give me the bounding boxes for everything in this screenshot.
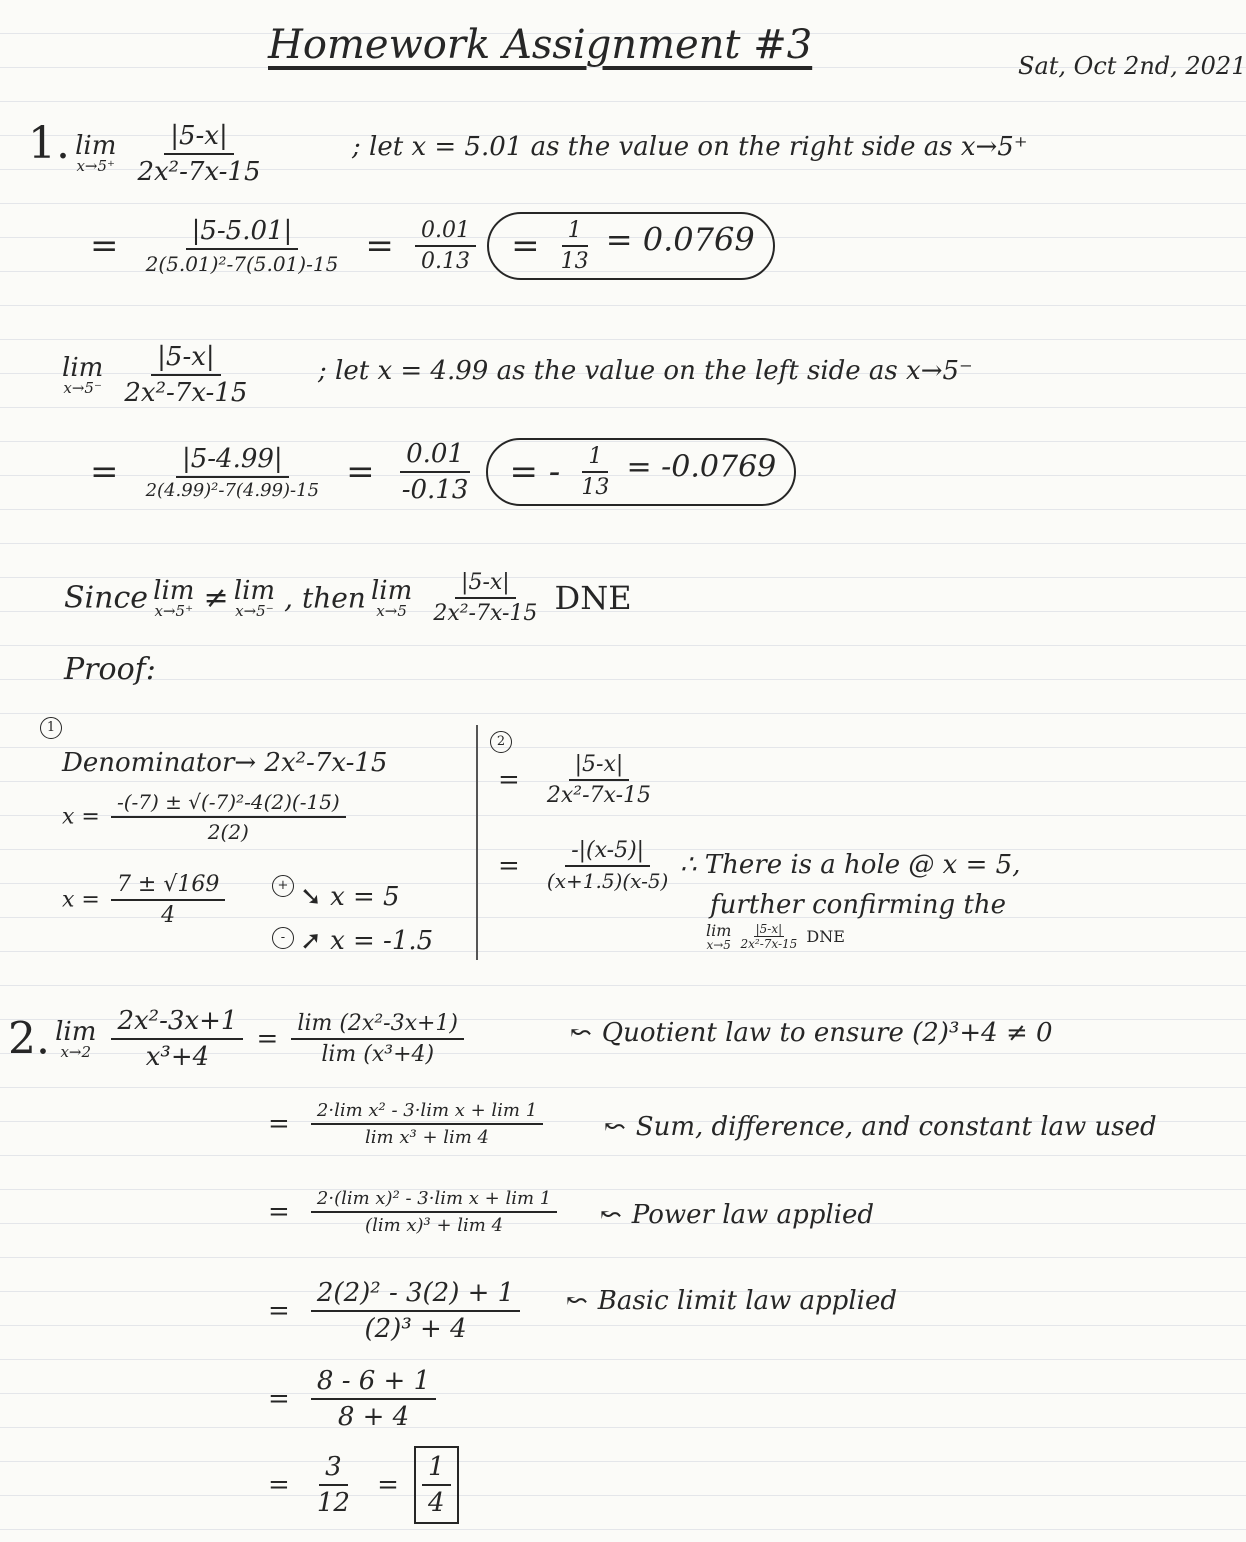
- note-sum-difference-law: ↜ Sum, difference, and constant law used: [604, 1112, 1157, 1142]
- right-result-oval: = $\frac{1}{13}$ = 0.0769: [487, 212, 775, 280]
- question-1-left-limit: [62, 342, 259, 408]
- limit-expression: $\frac{|5-x|}{\text{2x²-7x-15}}$: [433, 570, 538, 626]
- sum-difference-step: = $\frac{\text{2·lim x² - 3·lim x + lim 1}}{\text{lim x³ + lim 4}}$: [258, 1100, 549, 1148]
- proof-label: Proof:: [64, 652, 156, 687]
- step-2-expression: = $\frac{|5-x|}{\text{2x²-7x-15}}$: [498, 752, 651, 808]
- lim-operator: lim x→2: [55, 1016, 97, 1061]
- final-step: = $\frac{3}{12}$ = $\frac{1}{4}$: [258, 1446, 459, 1524]
- lim-operator: lim x→5: [370, 575, 413, 620]
- lim-operator: lim x→5⁺: [75, 131, 117, 175]
- question-1-right-limit: [28, 118, 273, 187]
- root-minus: ➚ x = -1.5: [300, 926, 434, 956]
- substituted-fraction: $\frac{|5-5.01|}{\text{2(5.01)²-7(5.01)-15}}$: [145, 216, 339, 276]
- limit-expression: $\frac{\text{2x²-3x+1}}{\text{x³+4}}$: [111, 1006, 243, 1072]
- right-result: = 0.0769: [605, 220, 755, 259]
- note-power-law: ↜ Power law applied: [600, 1200, 875, 1230]
- lim-operator: lim x→5⁻: [233, 575, 276, 620]
- power-law-step: = $\frac{\text{2·(lim x)² - 3·lim x + lim 1}}{\text{(lim x)³ + lim 4}}$: [258, 1188, 563, 1236]
- plus-marker: +: [272, 874, 294, 897]
- step-2-marker: 2: [490, 730, 512, 753]
- note-left-side: ; let x = 4.99 as the value on the left side as x→5⁻: [318, 356, 973, 386]
- minus-marker: -: [272, 926, 294, 949]
- conclusion-limit: lim x→5 $\frac{|5-x|}{\text{2x²-7x-15}}$ DNE: [706, 920, 845, 952]
- question-number: 2.: [8, 1013, 50, 1065]
- lim-operator: lim x→5⁺: [153, 575, 195, 620]
- limit-expression: $\frac{|5-x|}{\text{2x²-7x-15}}$: [137, 120, 261, 187]
- quotient-law-step: $\frac{\text{lim (2x²-3x+1)}}{\text{lim (x³+4)}}$: [291, 1011, 464, 1067]
- question-number: 1.: [28, 118, 70, 169]
- value-fraction: $\frac{0.01}{0.13}$: [415, 218, 476, 274]
- basic-limit-step: = $\frac{\text{2(2)² - 3(2) + 1}}{\text{(2)³ + 4}}$: [258, 1278, 526, 1344]
- confirming-text: further confirming the: [710, 890, 1007, 920]
- note-right-side: ; let x = 5.01 as the value on the right side as x→5⁺: [352, 132, 1028, 162]
- lim-operator: lim x→5⁻: [62, 352, 104, 397]
- root-plus: ➘ x = 5: [300, 882, 400, 912]
- page-title: Homework Assignment #3: [268, 22, 813, 68]
- quadratic-roots: x = $\frac{7 \pm √169}{4}$: [62, 872, 231, 928]
- value-fraction: $\frac{0.01}{-0.13}$: [401, 439, 469, 505]
- step-2-factored: = $\frac{-|(x-5)|}{(x+1.5)(x-5)}$: [498, 838, 669, 893]
- dne-label: DNE: [554, 579, 632, 617]
- since-statement: Since lim x→5⁺ ≠ lim x→5⁻ , then lim x→5 $\frac{|5-x|}{\text{2x²-7x-15}}$ DNE: [64, 570, 632, 626]
- left-evaluation: = $\frac{|5-4.99|}{\text{2(4.99)²-7(4.99)-15}}$ = $\frac{0.01}{-0.13}$ = - $\frac{1}{13}$ = -0.0769: [80, 438, 796, 506]
- step-1-marker: 1: [40, 716, 62, 739]
- note-quotient-law: ↜ Quotient law to ensure (2)³+4 ≠ 0: [570, 1018, 1053, 1048]
- hole-conclusion: ∴ There is a hole @ x = 5,: [680, 850, 1021, 880]
- limit-expression: $\frac{|5-x|}{\text{2x²-7x-15}}$: [124, 342, 248, 408]
- proof-divider: [476, 725, 478, 960]
- note-basic-limit-law: ↜ Basic limit law applied: [566, 1286, 897, 1316]
- left-result: = -0.0769: [626, 449, 777, 485]
- answer-box: $\frac{1}{4}$: [414, 1446, 459, 1524]
- denominator-line: Denominator→ 2x²-7x-15: [62, 748, 388, 778]
- right-evaluation: = $\frac{|5-5.01|}{\text{2(5.01)²-7(5.01)-15}}$ = $\frac{0.01}{0.13}$ = $\frac{1}{13}$ = 0.0769: [80, 212, 775, 280]
- arithmetic-step: = $\frac{8 - 6 + 1}{8 + 4}$: [258, 1366, 442, 1432]
- quadratic-formula: x = $\frac{\text{-(-7) ± √(-7)²-4(2)(-15)}}{2(2)}$: [62, 790, 352, 844]
- question-2: 2. lim x→2 $\frac{\text{2x²-3x+1}}{\text{x³+4}}$ = $\frac{\text{lim (2x²-3x+1)}}{\text{lim (x³+4)}}$: [8, 1006, 470, 1072]
- result-fraction: $\frac{1}{13}$: [581, 444, 610, 500]
- result-fraction: $\frac{1}{13}$: [560, 218, 589, 274]
- left-result-oval: = - $\frac{1}{13}$ = -0.0769: [486, 438, 797, 506]
- substituted-fraction: $\frac{|5-4.99|}{\text{2(4.99)²-7(4.99)-15}}$: [145, 443, 320, 501]
- date: Sat, Oct 2nd, 2021: [1018, 52, 1246, 80]
